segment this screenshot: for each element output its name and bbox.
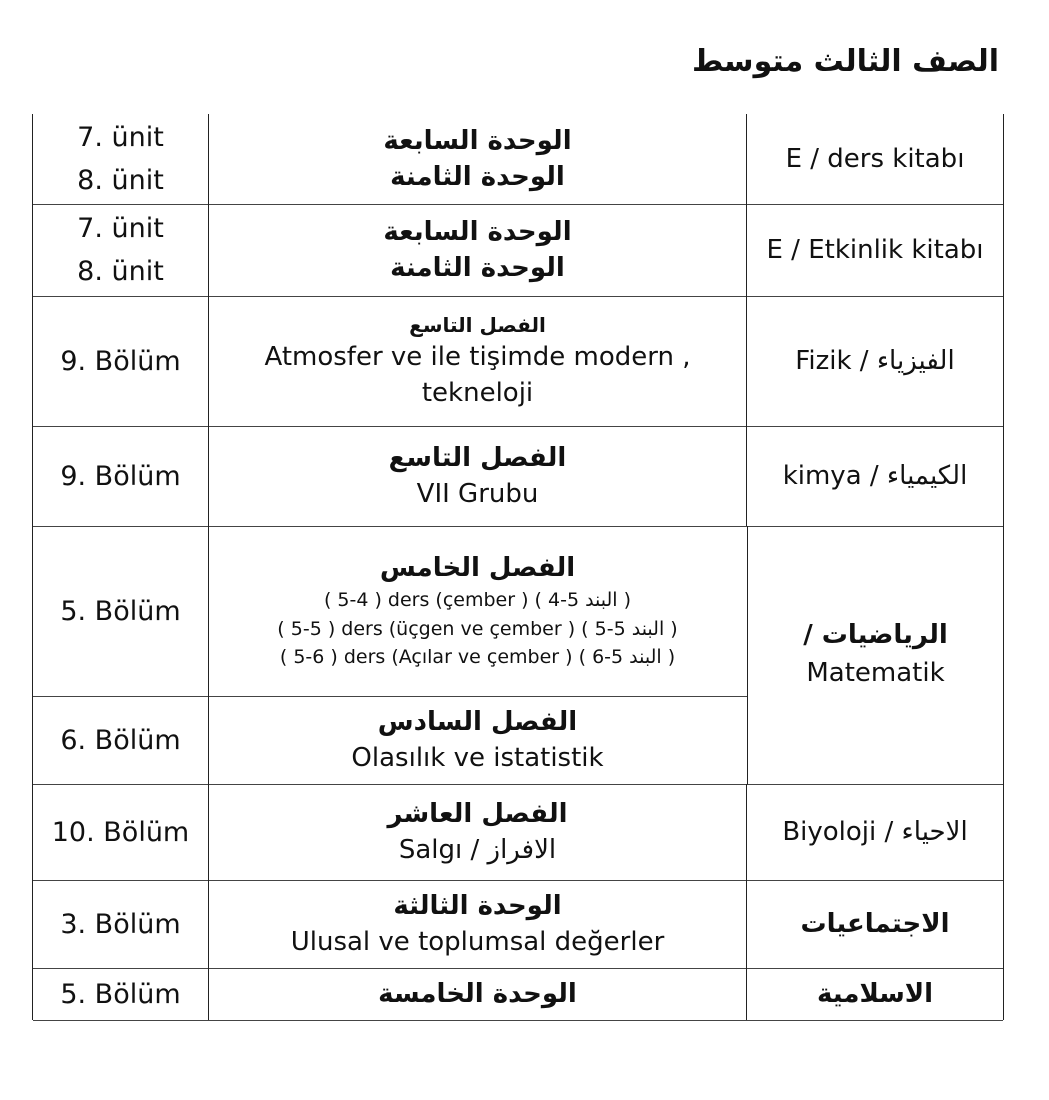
unit-cell: [33, 114, 209, 204]
subject-label: Biyoloji / الاحياء: [782, 817, 968, 847]
table-row: [33, 526, 747, 697]
content-cell: [209, 114, 747, 204]
content-cell: [209, 696, 746, 784]
subject-label: Fizik / الفيزياء: [795, 346, 955, 376]
unit-label: 5. Bölüm: [60, 978, 181, 1010]
content-line: الفصل العاشر: [387, 798, 568, 829]
content-line: الفصل التاسع: [409, 312, 546, 337]
content-cell: [209, 784, 747, 880]
subject-label: E / Etkinlik kitabı: [766, 235, 984, 265]
content-cell: [209, 204, 747, 296]
content-line: الوحدة السابعة: [383, 216, 572, 247]
content-line: tekneloji: [421, 378, 534, 408]
content-line: VII Grubu: [416, 479, 539, 509]
unit-label: 7. ünit: [77, 121, 164, 153]
subject-cell: [747, 204, 1003, 296]
table-row: [33, 114, 1003, 205]
content-line: الوحدة الثامنة: [390, 162, 565, 192]
unit-label: 6. Bölüm: [60, 724, 181, 756]
table-row: [33, 296, 1003, 427]
subject-cell: [747, 784, 1003, 880]
content-cell: [209, 526, 746, 696]
unit-cell: [33, 880, 209, 968]
unit-cell: [33, 296, 209, 426]
content-line: الفصل الخامس: [379, 553, 576, 584]
content-cell: [209, 296, 747, 426]
unit-cell: [33, 426, 209, 526]
content-cell: [209, 880, 747, 968]
curriculum-table: [32, 114, 1004, 1020]
unit-cell: [33, 526, 209, 696]
content-line: الوحدة الخامسة: [378, 978, 577, 1009]
subject-label: E / ders kitabı: [785, 144, 965, 174]
subject-cell: [747, 426, 1003, 526]
content-line: ( 5-5 ) ders (üçgen ve çember ) ( البند 5-5 ): [277, 617, 678, 640]
content-line: الوحدة السابعة: [383, 125, 572, 156]
subject-cell: [747, 296, 1003, 426]
unit-label: 9. Bölüm: [60, 345, 181, 377]
table-row: [33, 696, 747, 785]
unit-label: 7. ünit: [77, 212, 164, 244]
subject-label: الاسلامية: [816, 979, 934, 1009]
subject-label: kimya / الكيمياء: [782, 461, 968, 491]
unit-label: 8. ünit: [77, 256, 164, 287]
content-line: ( 5-4 ) ders (çember ) ( البند 5-4 ): [323, 589, 632, 612]
subject-cell-math: [747, 526, 1003, 785]
unit-label: 3. Bölüm: [60, 908, 181, 940]
table-row: [33, 426, 1003, 527]
content-line: Atmosfer ve ile tişimde modern ,: [264, 341, 691, 372]
content-line: الفصل السادس: [377, 706, 578, 737]
content-line: Olasılık ve istatistik: [351, 743, 604, 773]
unit-label: 9. Bölüm: [60, 460, 181, 492]
table-row: [33, 968, 1003, 1021]
unit-cell: [33, 784, 209, 880]
subject-cell: [747, 114, 1003, 204]
content-line: الوحدة الثالثة: [393, 890, 562, 921]
unit-cell: [33, 696, 209, 784]
table-row: [33, 784, 1003, 881]
subject-label: الاجتماعيات: [800, 909, 950, 939]
page-title: الصف الثالث متوسط: [691, 44, 999, 79]
content-cell: [209, 426, 747, 526]
table-row: [33, 880, 1003, 969]
subject-label: Matematik: [806, 658, 945, 688]
unit-cell: [33, 968, 209, 1020]
content-line: الفصل التاسع: [388, 442, 567, 473]
content-line: Ulusal ve toplumsal değerler: [290, 927, 665, 957]
subject-label: الرياضيات /: [803, 620, 948, 651]
unit-cell: [33, 204, 209, 296]
unit-label: 5. Bölüm: [60, 595, 181, 627]
unit-label: 8. ünit: [77, 165, 164, 196]
subject-cell: [747, 880, 1003, 968]
content-cell: [209, 968, 747, 1020]
subject-cell: [747, 968, 1003, 1020]
content-line: الوحدة الثامنة: [390, 253, 565, 283]
table-row: [33, 204, 1003, 297]
content-line: ( 5-6 ) ders (Açılar ve çember ) ( البند 5-6 ): [279, 646, 676, 669]
content-line: Salgı / الافراز: [398, 835, 557, 865]
unit-label: 10. Bölüm: [51, 816, 190, 848]
